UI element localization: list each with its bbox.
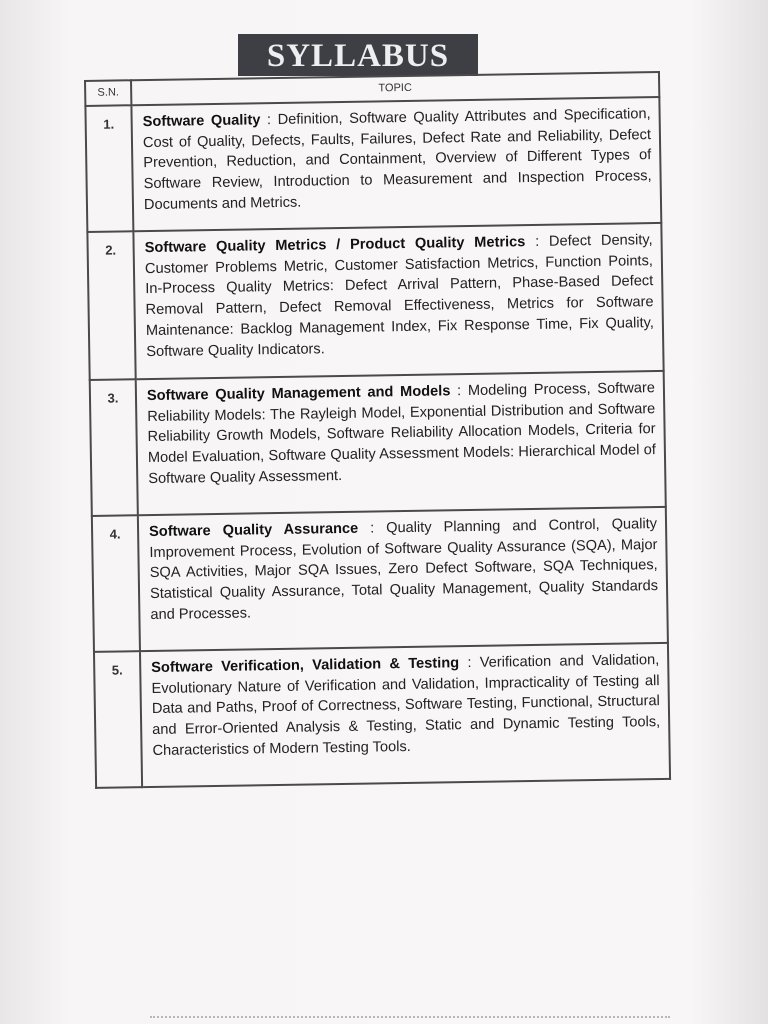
row-number: 5.: [94, 651, 142, 788]
topic-cell: [136, 371, 666, 515]
syllabus-table: [84, 71, 671, 789]
topic-title: Software Quality: [142, 112, 261, 130]
syllabus-title: SYLLABUS: [238, 34, 478, 76]
header-sn: S.N.: [85, 80, 131, 106]
table-row: [92, 507, 668, 652]
page-edge-marks: [150, 1016, 670, 1021]
table-row: [85, 97, 661, 232]
topic-cell: [138, 507, 668, 651]
topic-title: Software Quality Assurance: [148, 520, 359, 540]
table-row: [94, 643, 670, 788]
topic-description: : Quality Planning and Control, Quality Improvement Process, Evolution of Software Quality Assurance (SQA), Major SQA Activities, Major SQA Issues, Zero Defect Software, SQA Techniques, Statistical Quality Assurance, Total Quality Management, Quality Standards and Processes.: [149, 515, 659, 624]
row-number: 2.: [87, 231, 135, 380]
row-number: 4.: [92, 515, 140, 652]
table-row: [90, 371, 666, 516]
topic-cell: [133, 223, 663, 379]
topic-description: : Defect Density, Customer Problems Metric, Customer Satisfaction Metrics, Function Points, In-Process Quality Metrics: Defect Arrival Pattern, Phase-Based Defect Removal Pattern, Defect Removal Effectiveness, Metrics for Software Maintenance: Backlog Management Index, Fix Response Time, Fix Quality, Software Quality Indicators.: [144, 231, 655, 360]
topic-title: Software Verification, Validation & Testing: [151, 654, 460, 676]
topic-description: : Definition, Software Quality Attributes and Specification, Cost of Quality, Defects, Faults, Failures, Defect Rate and Reliability, Defect Prevention, Reduction, and Containment, Overview of Different Types of Software Review, Introduction to Measurement and Inspection Process, Documents and Metrics.: [142, 105, 652, 214]
topic-title: Software Quality Metrics / Product Quality Metrics: [144, 233, 526, 256]
topic-description: : Verification and Validation, Evolutionary Nature of Verification and Validation, Impracticality of Testing all Data and Paths, Proof of Correctness, Software Testing, Functional, Structural and Error-Oriented Analysis & Testing, Static and Dynamic Testing Tools, Characteristics of Modern Testing Tools.: [151, 651, 661, 759]
row-number: 3.: [90, 379, 138, 516]
topic-title: Software Quality Management and Models: [146, 383, 451, 404]
table-row: [87, 223, 663, 380]
row-number: 1.: [85, 105, 133, 232]
topic-description: : Modeling Process, Software Reliability Models: The Rayleigh Model, Exponential Distribution and Software Reliability Growth Models, Software Reliability Allocation Models, Criteria for Model Evaluation, Software Quality Assessment Models: Hierarchical Model of Software Quality Assessment.: [147, 379, 657, 488]
header-topic: TOPIC: [131, 72, 659, 105]
topic-cell: [140, 643, 670, 787]
topic-cell: [131, 97, 661, 231]
